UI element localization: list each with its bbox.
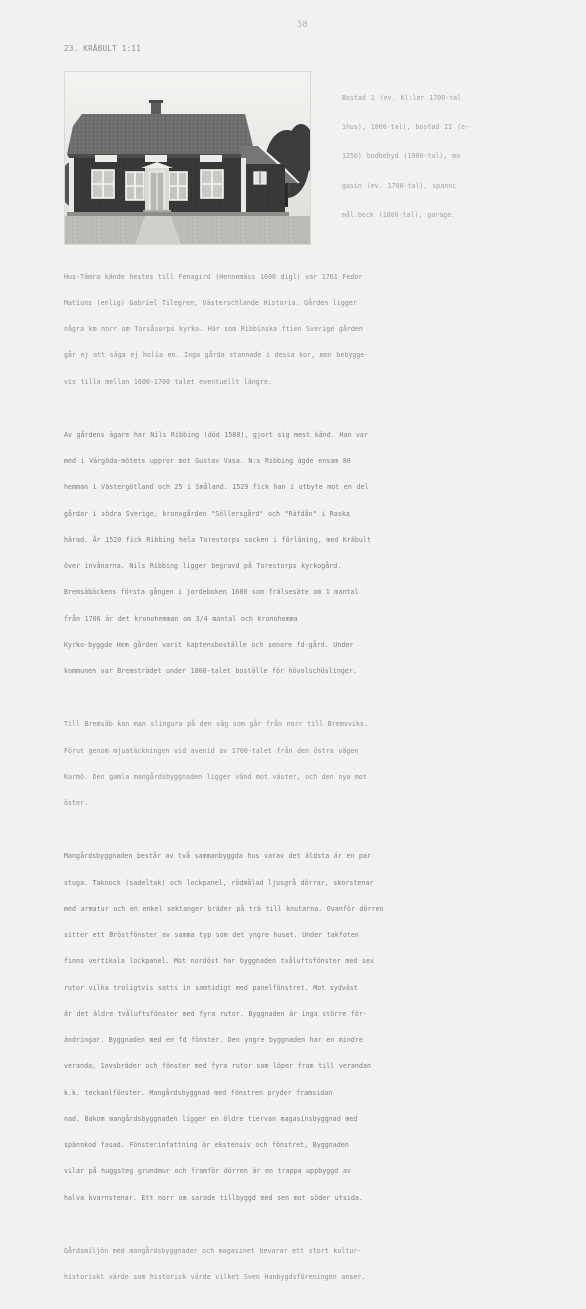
paragraph-conclusion xyxy=(64,1229,526,1299)
paragraph-history xyxy=(64,255,526,404)
text-line: med i Värgöda-mötets uppror mot Gustav Vasa. N:s Ribbing ägde ensam 80 xyxy=(64,457,351,465)
text-line: hemman i Västergötland och 25 i Småland. 1529 fick han i utbyte mot en del xyxy=(64,483,369,492)
text-line: finns vertikala lockpanel. Mot nordöst har byggnaden tvåluftsfönster med sex xyxy=(64,957,375,966)
text-line: sitter ett Bröstfönster av samma typ som det yngre huset. Under takfoten xyxy=(64,931,359,939)
farmhouse-photo xyxy=(64,71,311,245)
document-heading: 23. KRÄBULT 1:11 xyxy=(64,44,142,53)
text-line: rutor vilka troligtvis satts in samtidigt med panelfönstret. Mot sydväst xyxy=(64,983,358,992)
text-line: Mangårdsbyggnaden består av två sammanbyggda hus varav det äldsta är en par xyxy=(64,852,371,861)
text-line: öster. xyxy=(64,799,89,807)
text-line: nad. Bakom mangårdsbyggnaden ligger en äldre tiervan magasinsbyggnad med xyxy=(64,1114,358,1123)
text-line: veranda, 1ovsbräder och fönster med fyra rutor som löper fram till verandan xyxy=(64,1062,371,1071)
paragraph-owners xyxy=(64,413,526,693)
text-line: Bremsäbäckens första gången i jordeboken 1680 som frälsesäte om 1 mantal xyxy=(64,588,359,597)
text-line: med armatur och en enkel sektanger bräder på trä till knutarna. Ovanför dörren xyxy=(64,904,384,913)
body-text xyxy=(64,255,526,1309)
paragraph-description xyxy=(64,835,526,1220)
text-line: några km norr om Torsåsorps kyrka. Här som Ribbinska ftien Sverige gården xyxy=(64,325,363,333)
paragraph-access xyxy=(64,703,526,826)
text-line: från 1706 är det kronohemman om 3/4 mantal och kronohemma xyxy=(64,614,298,623)
text-line: Förut genom mjuatäckningen vid avenid av 1700-talet från den östra vägen xyxy=(64,746,359,755)
building-list-line: gasin (ev. 1700-tal), spannc xyxy=(342,181,457,190)
text-line: Matiuns (enlig) Gabriel Tilegren, Västerschlande Historia. Gården ligger xyxy=(64,298,357,307)
text-line: Till Bremsäb kan man slingura på den väg som går från norr till Bremsviks. xyxy=(64,720,368,729)
text-line: vis tilla mellan 1600-1700 talet eventuellt längre. xyxy=(64,377,273,386)
text-line: historiskt värde som historisk värde vilket Sven Hanbygdsföreningen anser. xyxy=(64,1273,366,1281)
text-line: gårdar i södra Sverige, kronogården "Söllersgård" och "Räfdån" i Raska xyxy=(64,509,350,518)
building-list-line: 1250) bodbebyd (1900-tal), ma xyxy=(342,152,461,161)
text-line: Av gårdens ägare har Nils Ribbing (död 1580), gjort sig mest känd. Han var xyxy=(64,430,368,439)
text-line: vilar på huggsteg grundmur och framför dörren är en trappa uppbyggd av xyxy=(64,1167,351,1176)
building-list-line: Bostad 1 (ev. Kl:ler 1700-tal xyxy=(342,93,462,102)
text-line: k.k. teckanlfönster. Mangårdsbyggnad med fönstren pryder framsidan xyxy=(64,1088,333,1097)
text-line: över invånarna. Nils Ribbing ligger begravd på Torestorps kyrkogård. xyxy=(64,562,342,570)
building-list xyxy=(342,74,524,231)
page-number: 58 xyxy=(297,20,308,30)
text-line: går ej att säga ej holia en. Inga gårda stannade i dessa kor, men bebygge- xyxy=(64,351,369,360)
text-line: Gårdsmiljön med mangårdsbyggnader och magasinet bevarar ett stort kultur- xyxy=(64,1246,362,1255)
text-line: ändringar. Byggnaden med en fd fönster. Den yngre byggnaden har en mindre xyxy=(64,1036,363,1044)
building-list-line: mål.beck (1800-tal), garage. xyxy=(342,211,456,220)
building-list-line: 1hus), 1800-tal), bostad II (e- xyxy=(342,122,470,131)
text-line: halva kvarnstenar. Ett norr om sarade tillbyggd med sen mot söder utsida. xyxy=(64,1193,363,1202)
text-line: Hus-Tämra kände hestes till Fenagird (Hennemäss 1600 digl) var 1761 Fedor xyxy=(64,272,363,281)
text-line: kommunen var Bremsträdet under 1800-talet boställe för hövolschöslinger. xyxy=(64,667,357,675)
text-line: härad. År 1520 fick Ribbing hela Torestorps socken i förläning, med Kräbult xyxy=(64,535,371,544)
text-line: stuga. Taknock (sadeltak) och lockpanel, rödmålad ljusgrå dörrar, skorstenar xyxy=(64,878,374,887)
text-line: Karmö. Den gamla mangårdsbyggnaden ligger vänd mot väster, och den nya mot xyxy=(64,772,367,781)
text-line: Kyrko-byggde Hem gården varit kaptensboställe och senare fd-gård. Under xyxy=(64,640,354,649)
text-line: är det äldre tvåluftsfönster med fyra rutor. Byggnaden är inga större för- xyxy=(64,1009,367,1018)
text-line: spännkod fasad. Fönsterinfattning är ekstensiv och fönstret, Byggnaden xyxy=(64,1141,349,1149)
